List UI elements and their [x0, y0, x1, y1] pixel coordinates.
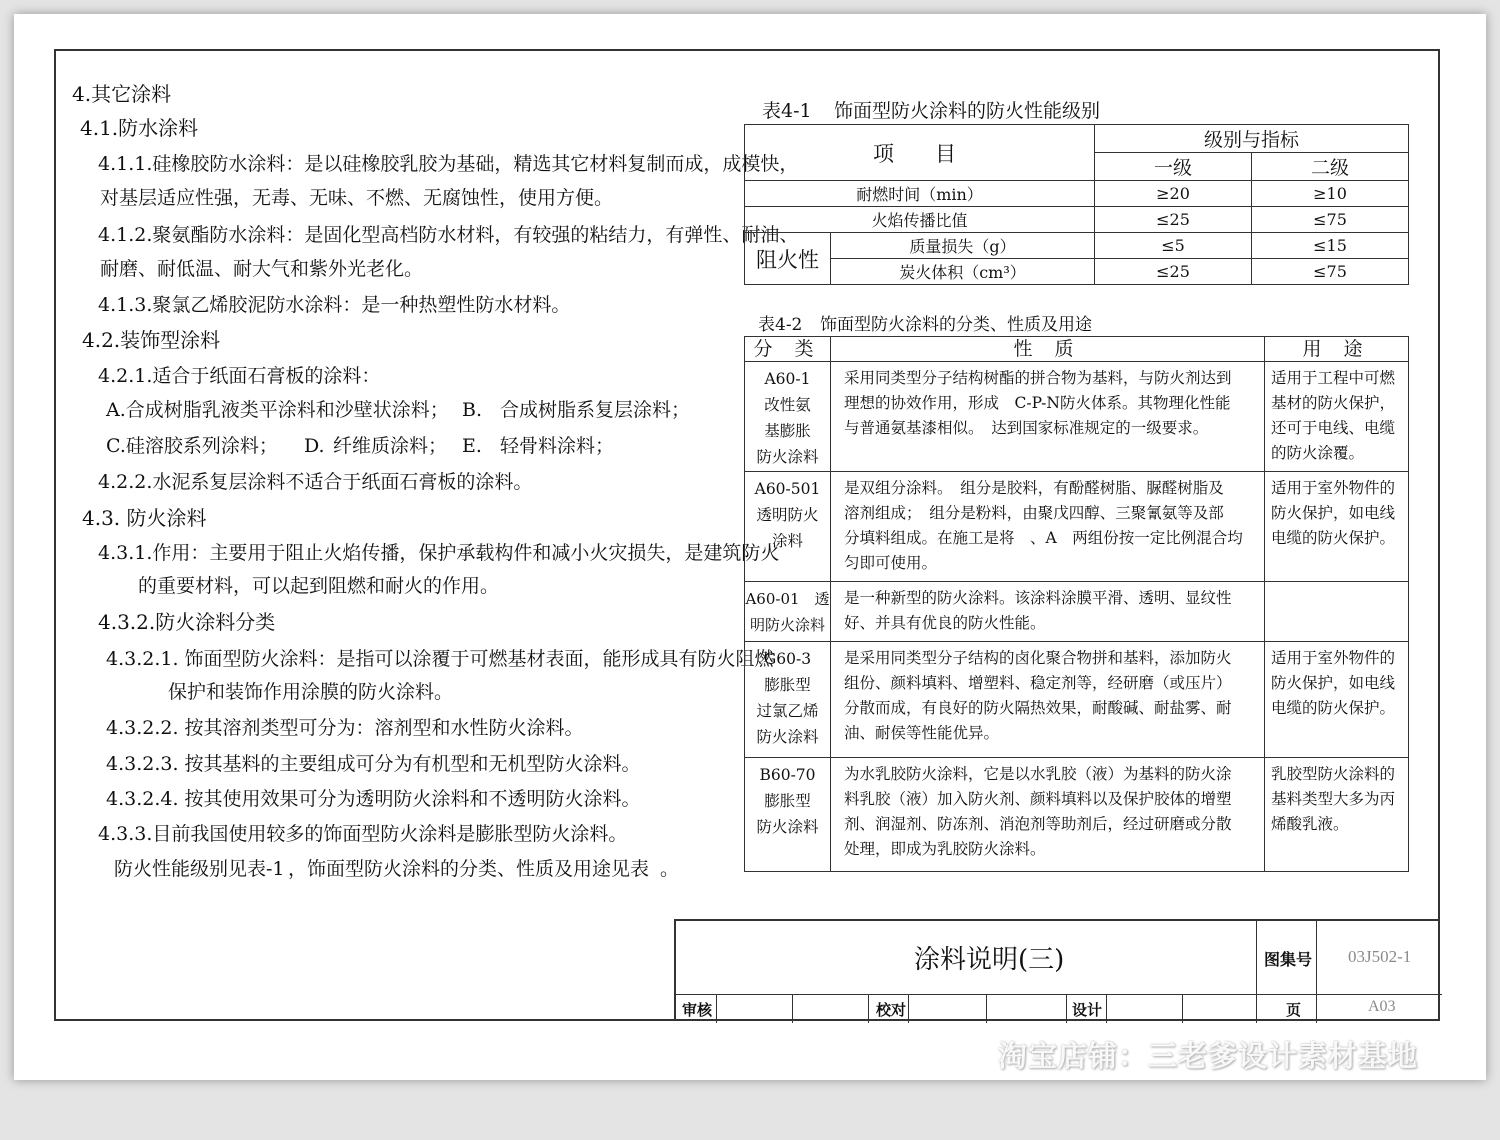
table2-property: 是采用同类型分子结构的卤化聚合物拼和基料，添加防火 组份、颜料填料、增塑料、稳定剂等，经研磨（或压片） 分散而成，有良好的防火隔热效果，耐酸碱、耐盐雾、耐 油、耐侯等性能优异。: [831, 642, 1265, 758]
table2-usage: 适用于工程中可燃 基材的防火保护， 还可于电线、电缆 的防火涂覆。: [1265, 362, 1409, 472]
table1-row-level2: ≤75: [1252, 207, 1409, 233]
review-label: 审核: [682, 1001, 713, 1019]
table2-caption-number: 表4-2: [758, 315, 803, 335]
item-e-letter: E.: [462, 435, 482, 457]
page-label: 页: [1286, 1001, 1302, 1019]
para-4-3-3-end: 。: [660, 858, 680, 880]
atlas-number: 03J502-1: [1348, 947, 1412, 966]
title-block-divider: [716, 994, 717, 1023]
title-block-divider: [1256, 921, 1257, 1023]
table1-row-level2: ≥10: [1252, 181, 1409, 207]
table-row: [745, 582, 1409, 642]
table1-row-level1: ≤25: [1095, 207, 1252, 233]
para-4-3-2-4: 4.3.2.4. 按其使用效果可分为透明防火涂料和不透明防火涂料。: [106, 788, 641, 810]
design-label: 设计: [1072, 1001, 1103, 1019]
table2-usage: 适用于室外物件的 防火保护，如电线 电缆的防火保护。: [1265, 472, 1409, 582]
table1-row-name: 火焰传播比值: [745, 207, 1095, 233]
item-d-letter: D.: [304, 435, 325, 457]
heading-4-3-2: 4.3.2.防火涂料分类: [98, 610, 276, 634]
para-4-3-3: 4.3.3.目前我国使用较多的饰面型防火涂料是膨胀型防火涂料。: [98, 823, 628, 845]
table1-group-label: 阻火性: [745, 233, 831, 285]
para-4-3-1: 4.3.1.作用：主要用于阻止火焰传播，保护承载构件和减小火灾损失，是建筑防火: [98, 542, 780, 564]
title-block-divider: [1316, 921, 1317, 1023]
table-row: [745, 362, 1409, 472]
para-4-1-1: 4.1.1.硅橡胶防水涂料：是以硅橡胶乳胶为基础，精选其它材料复制而成，成模快，: [98, 153, 799, 175]
table-row: [745, 472, 1409, 582]
table1-row-level1: ≥20: [1095, 181, 1252, 207]
table2-property: 为水乳胶防火涂料，它是以水乳胶（液）为基料的防火涂 料乳胶（液）加入防火剂、颜料填料以及保护胶体的增塑 剂、润湿剂、防冻剂、消泡剂等助剂后，经过研磨或分散 处理，即成为乳胶防火涂料。: [831, 758, 1265, 872]
table1-level2: 二级: [1252, 153, 1409, 181]
table2-property: 采用同类型分子结构树酯的拼合物为基料，与防火剂达到 理想的协效作用，形成 C-P-N防火体系。其物理化性能 与普通氨基漆相似。 达到国家标准规定的一级要求。: [831, 362, 1265, 472]
title-block-divider: [908, 994, 909, 1023]
title-block-divider: [676, 994, 1442, 995]
table2-property: 是一种新型的防火涂料。该涂料涂膜平滑、透明、显纹性 好、并具有优良的防火性能。: [831, 582, 1265, 642]
para-4-3-2-3: 4.3.2.3. 按其基料的主要组成可分为有机型和无机型防火涂料。: [106, 753, 641, 775]
check-label: 校对: [876, 1001, 907, 1019]
table1-caption-number: 表4-1: [762, 100, 812, 122]
table1-row-name: 炭火体积（cm³）: [831, 259, 1095, 285]
para-4-1-2-cont: 耐磨、耐低温、耐大气和紫外光老化。: [100, 258, 424, 280]
para-4-1-3: 4.1.3.聚氯乙烯胶泥防水涂料：是一种热塑性防水材料。: [98, 294, 571, 316]
table1-row-name: 耐燃时间（min）: [745, 181, 1095, 207]
table1-row-level2: ≤75: [1252, 259, 1409, 285]
title-block-divider: [1106, 994, 1107, 1023]
table-4-1: [744, 124, 1409, 285]
atlas-label: 图集号: [1264, 950, 1313, 969]
table2-caption-title: 饰面型防火涂料的分类、性质及用途: [820, 315, 1092, 335]
table2-header-category: 分 类: [745, 337, 831, 362]
table2-usage: 乳胶型防火涂料的 基料类型大多为丙 烯酸乳液。: [1265, 758, 1409, 872]
para-4-3-1-cont: 的重要材料，可以起到阻燃和耐火的作用。: [138, 575, 500, 597]
title-block-divider: [986, 994, 987, 1023]
table1-caption-title: 饰面型防火涂料的防火性能级别: [834, 100, 1101, 122]
table-row: [745, 642, 1409, 758]
title-block-divider: [1066, 994, 1067, 1023]
item-e: 轻骨料涂料；: [500, 435, 615, 457]
table2-category: B60-70 膨胀型 防火涂料: [745, 758, 831, 872]
table2-header-property: 性 质: [831, 337, 1265, 362]
item-c: C.硅溶胶系列涂料；: [106, 435, 278, 457]
title-block-divider: [868, 994, 869, 1023]
para-4-3-3-ref1: 防火性能级别见表-1: [114, 858, 285, 880]
table2-usage: [1265, 582, 1409, 642]
para-4-2-2: 4.2.2.水泥系复层涂料不适合于纸面石膏板的涂料。: [98, 471, 533, 493]
para-4-1-2: 4.1.2.聚氨酯防水涂料：是固化型高档防水材料，有较强的粘结力，有弹性、耐油、: [98, 224, 799, 246]
title-block-divider: [1182, 994, 1183, 1023]
table1-row-level1: ≤25: [1095, 259, 1252, 285]
para-4-3-2-1: 4.3.2.1. 饰面型防火涂料：是指可以涂覆于可燃基材表面，能形成具有防火阻燃: [106, 648, 774, 670]
title-block-divider: [792, 994, 793, 1023]
table2-property: 是双组分涂料。 组分是胶料，有酚醛树脂、脲醛树脂及 溶剂组成； 组分是粉料，由聚戊四醇、三聚氰氨等及部 分填料组成。在施工是将 、A 两组份按一定比例混合均 匀即可使用。: [831, 472, 1265, 582]
para-4-3-2-1-cont: 保护和装饰作用涂膜的防火涂料。: [168, 681, 454, 703]
drawing-title: 涂料说明(三): [914, 945, 1065, 975]
title-block: [674, 919, 1440, 1021]
heading-4: 4.其它涂料: [72, 82, 172, 106]
table2-header-usage: 用 途: [1265, 337, 1409, 362]
table1-item-header: 项 目: [745, 125, 1095, 181]
table-row: [745, 758, 1409, 872]
shop-watermark: 淘宝店铺：三老爹设计素材基地: [998, 1039, 1419, 1073]
table-4-2: [744, 336, 1409, 872]
item-b-letter: B.: [462, 399, 483, 421]
table1-row-level1: ≤5: [1095, 233, 1252, 259]
table1-row-name: 质量损失（g）: [831, 233, 1095, 259]
table2-category: A60-501 透明防火 涂料: [745, 472, 831, 582]
heading-4-2: 4.2.装饰型涂料: [82, 328, 221, 352]
table1-row-level2: ≤15: [1252, 233, 1409, 259]
heading-4-1: 4.1.防水涂料: [80, 116, 199, 140]
table2-category: G60-3 膨胀型 过氯乙烯 防火涂料: [745, 642, 831, 758]
table2-usage: 适用于室外物件的 防火保护，如电线 电缆的防火保护。: [1265, 642, 1409, 758]
table1-level-header: 级别与指标: [1095, 125, 1409, 153]
para-4-1-1-cont: 对基层适应性强，无毒、无味、不燃、无腐蚀性，使用方便。: [100, 187, 614, 209]
item-d: 纤维质涂料；: [333, 435, 448, 457]
table1-level1: 一级: [1095, 153, 1252, 181]
page-number: A03: [1368, 998, 1396, 1015]
heading-4-3: 4.3. 防火涂料: [82, 506, 207, 530]
para-4-3-2-2: 4.3.2.2. 按其溶剂类型可分为：溶剂型和水性防火涂料。: [106, 717, 584, 739]
item-b: 合成树脂系复层涂料；: [500, 399, 691, 421]
para-4-2-1: 4.2.1.适合于纸面石膏板的涂料：: [98, 365, 381, 387]
item-a: A.合成树脂乳液类平涂料和沙壁状涂料；: [106, 399, 449, 421]
para-4-3-3-ref2: ，饰面型防火涂料的分类、性质及用途见表: [288, 858, 650, 880]
table2-category: A60-1 改性氨 基膨胀 防火涂料: [745, 362, 831, 472]
table2-category: A60-01 透 明防火涂料: [745, 582, 831, 642]
